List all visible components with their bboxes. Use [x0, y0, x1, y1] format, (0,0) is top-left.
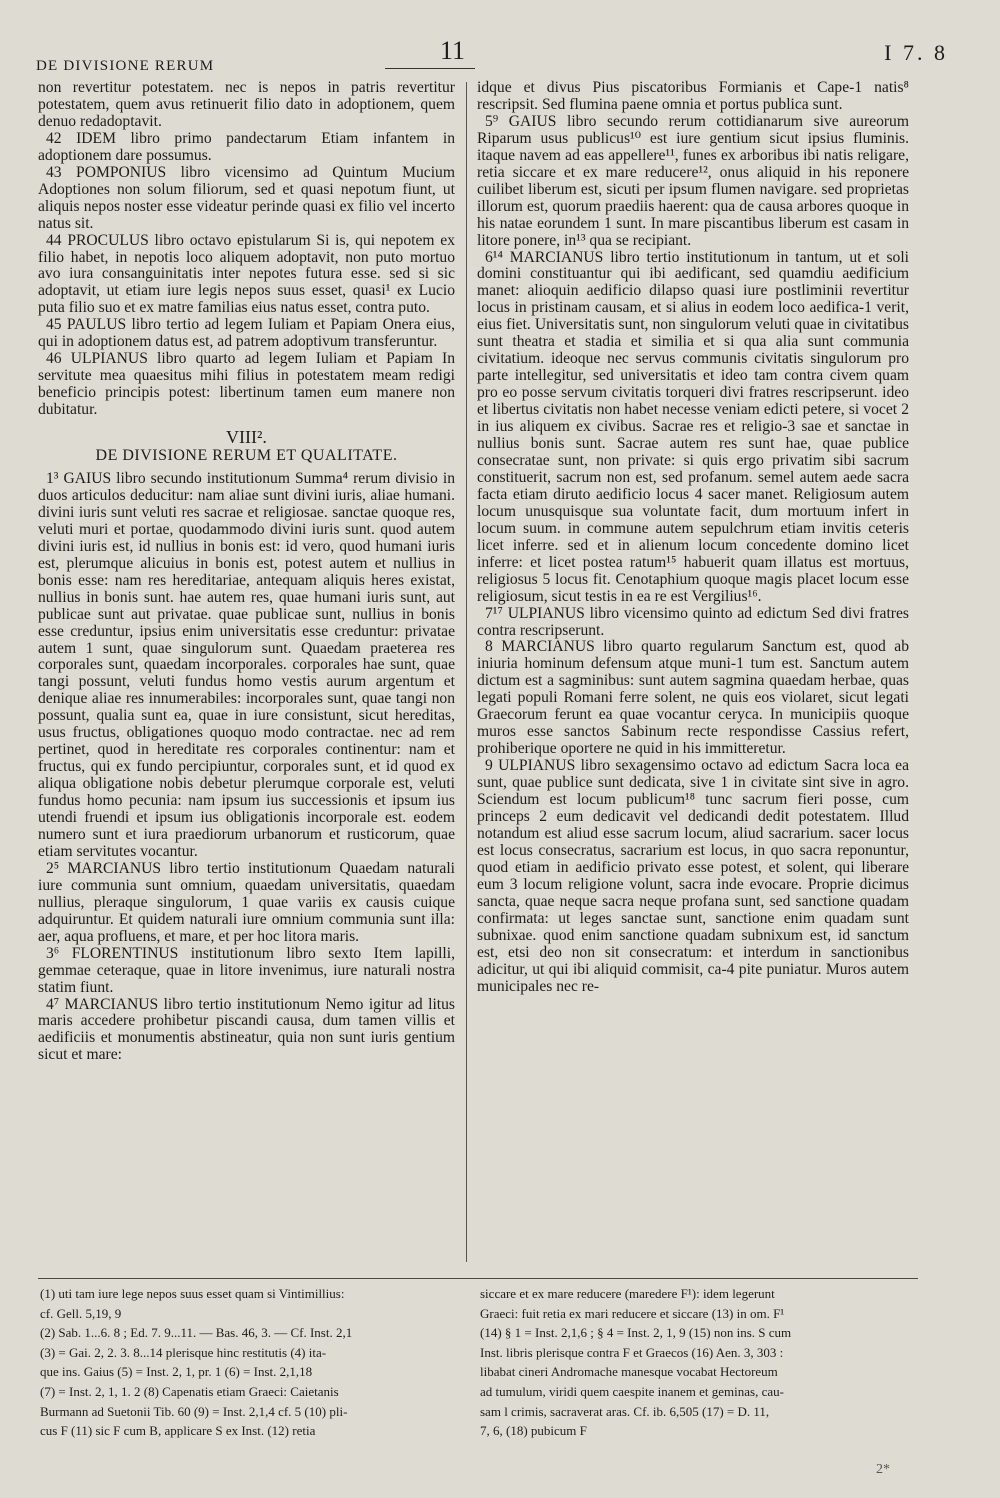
footnote-line: (14) § 1 = Inst. 2,1,6 ; § 4 = Inst. 2, 1, 9 (15) non ins. S cum [480, 1325, 792, 1341]
footnote-line: sam l crimis, sacraverat aras. Cf. ib. 6,505 (17) = D. 11, [480, 1403, 770, 1419]
footnote-line: Graeci: fuit retia ex mari reducere et siccare (13) in om. F¹ [480, 1305, 785, 1321]
footnote-line: (1) uti tam iure lege nepos suus esset quam si Vintimillius: [40, 1286, 345, 1301]
paragraph: non revertitur potestatem. nec is nepos in patris revertitur potestatem, quem avus retinuerit filio dato in adoptionem, quem denuo redadoptavit. [38, 79, 455, 130]
fragment-6: 6¹⁴ MARCIANUS libro tertio institutionum in tantum, ut et soli domini constituantur qui ibi aedificant, sed quamdiu aedificium manet: alioquin aedificio dilapso quasi iure postliminii revertitur locus in pristinam causam, et si alius in eodem loco aedifica-1 verit, eius fiet. Universitatis sunt, non singulorum veluti quae in civitatibus sunt theatra et stadia et similia et si qua alia sunt communia civitatium. ideoque nec servus communis civitatis singulorum pro parte intellegitur, sed universitatis et ideo tam contra civem quam pro eo posse servum civitatis torqueri divi fratres rescripserunt. ideo et libertus civitatis non habet necesse veniam edicti petere, si vocet 2 in ius aliquem ex civibus. Sacrae res et religio-3 sae et sanctae in nullius bonis sunt. Sacrae autem res sunt hae, quae publice consecratae sunt, non private: si quis ergo privatim sibi sacrum constituerit, sacrum non est, sed profanum. semel autem aede sacra facta etiam diruto aedificio locus 4 sacer manet. Religiosum autem locum unusquisque sua voluntate facit, dum mortuum infert in locum suum. in commune autem sepulchrum etiam invitis ceteris licet inferre. sed et in alienum locum concedente domino licet inferre: et licet postea ratum¹⁵ habuerit quam illatus est mortuus, religiosus 5 locus fit. Cenotaphium quoque magis placet locum esse religiosum, sicut testis in ea re est Vergilius¹⁶. [477, 248, 909, 605]
fragment-42: 42 IDEM libro primo pandectarum Etiam infantem in adoptionem dare possumus. [38, 129, 455, 164]
footnote-line: siccare et ex mare reducere (maredere F¹): idem legerunt [480, 1286, 775, 1301]
section-reference: I 7. 8 [884, 40, 948, 65]
footnote-line: cus F (11) sic F cum B, applicare S ex Inst. (12) retia [40, 1423, 316, 1439]
footnote-line: (3) = Gai. 2, 2. 3. 8...14 plerisque hinc restitutis (4) ita- [40, 1344, 327, 1360]
fragment-46: 46 ULPIANUS libro quarto ad legem Iuliam et Papiam In servitute mea quaesitus mihi filius in potestatem meam redigi beneficio principis potest: libertinum tamen eum manere non dubitatur. [38, 350, 455, 419]
fragment-1: 1³ GAIUS libro secundo institutionum Summa⁴ rerum divisio in duos articulos deducitur: nam aliae sunt divini iuris, aliae humani. divini iuris sunt veluti res sacrae et religiosae. sanctae quoque res, veluti muri et portae, quodammodo divini iuris sunt. quod autem divini iuris est, id nullius in bonis est: id vero, quod humani iuris est, plerumque alicuius in bonis est, potest autem et nullius in bonis esse: nam res hereditariae, antequam aliquis heres existat, nullius in bonis sunt. hae autem res, quae humani iuris sunt, aut publicae sunt aut privatae. quae publicae sunt, nullius in bonis esse creduntur, ipsius enim universitatis esse creduntur: privatae autem 1 sunt, quae singulorum sunt. Quaedam praeterea res corporales sunt, quaedam incorporales. corporales hae sunt, quae tangi possunt, veluti fundus homo vestis aurum argentum et denique aliae res innumerabiles: incorporales sunt, quae tangi non possunt, qualia sunt ea, quae in iure consistunt, sicut hereditas, usus fructus, obligationes quoquo modo contractae. nec ad rem pertinet, quod in hereditate res corporales continentur: nam et fructus, qui ex fundo percipiuntur, corporales sunt, et id quod ex aliqua obligatione nobis debetur plerumque corporale est, veluti fundus homo pecunia: nam ipsum ius successionis et ipsum ius utendi fruendi et ipsum ius obligationis incorporale est. eodem numero sunt et iura praediorum urbanorum et rusticorum, quae etiam servitutes vocantur. [38, 469, 455, 860]
footnote-line: libabat cineri Andromache manesque vocabat Hectoreum [480, 1364, 778, 1380]
fragment-9: 9 ULPIANUS libro sexagensimo octavo ad edictum Sacra loca ea sunt, quae publice sunt dedicata, sive 1 in civitate sint sive in agro. Sciendum est locum publicum¹⁸ tunc sacrum fieri posse, cum princeps 2 eum dedicavit vel dedicandi dedit potestatem. Illud notandum est aliud esse sacrum locum, aliud sacrarium. sacer locus est locus consecratus, sacrarium est locus, in quo sacra reponuntur, quod etiam in aedificio privato esse potest, et solent, qui liberare eum 3 locum religione volunt, sacra inde evocare. Proprie dicimus sancta, quae neque sacra neque profana sunt, sed sanctione quadam confirmata: ut leges sanctae sunt, sanctione enim quadam sunt subnixae. quod enim sanctione quadam subnixum est, id sanctum est, etsi deo non sit consecratum: et interdum in sanctionibus adicitur, ut qui ibi aliquid commisit, ca-4 pite puniatur. Muros autem municipales nec re- [477, 757, 909, 995]
right-column [477, 80, 909, 1270]
footnote-line: Inst. libris plerisque contra F et Graecos (16) Aen. 3, 303 : [480, 1344, 784, 1360]
fragment-4: 4⁷ MARCIANUS libro tertio institutionum Nemo igitur ad litus maris accedere prohibetur piscandi causa, dum tamen villis et aedificiis et monumentis abstineatur, quia non sunt iuris gentium sicut et mare: [38, 995, 455, 1064]
footnote-line: Burmann ad Suetonii Tib. 60 (9) = Inst. 2,1,4 cf. 5 (10) pli- [40, 1403, 348, 1419]
footnote-line: ad tumulum, viridi quem caespite inanem et geminas, cau- [480, 1383, 784, 1399]
fragment-44: 44 PROCULUS libro octavo epistularum Si is, qui nepotem ex filio habet, in nepotis loco aliquem adoptavit, non puto mortuo avo iura consanguinitatis inter nepotes futura esse. sed si sic adoptavit, ut etiam iure legis nepos suus esset, quasi¹ ex Lucio puta filio suo et ex matre familias eius natus esset, contra puto. [38, 231, 455, 317]
fragment-3: 3⁶ FLORENTINUS institutionum libro sexto Item lapilli, gemmae ceteraque, quae in litore invenimus, iure naturali nostra statim fiunt. [38, 944, 455, 996]
fragment-8: 8 MARCIANUS libro quarto regularum Sanctum est, quod ab iniuria hominum defensum atque muni-1 tum est. Sanctum autem dictum est a sagminibus: sunt autem sagmina quaedam herbae, quas legati populi Romani ferre solent, ne quis eos violaret, sicut legati Graecorum ferunt ea quae vocantur ceryca. In municipiis quoque muros esse sanctos Sabinum recte respondisse Cassius refert, prohiberique oportere ne quid in his immitteretur. [477, 638, 909, 758]
header-rule [385, 68, 475, 69]
running-title: DE DIVISIONE RERUM [36, 58, 215, 74]
footnotes-right [480, 1284, 910, 1441]
left-column [38, 80, 455, 1270]
fragment-5: 5⁹ GAIUS libro secundo rerum cottidianarum sive aureorum Riparum usus publicus¹⁰ est iure gentium sicut ipsius fluminis. itaque navem ad eas appellere¹¹, funes ex arboribus ibi natis religare, retia siccare et ex mare reducere¹², onus aliquid in his reponere cuilibet liberum est, sicuti per ipsum flumen navigare. sed proprietas illorum est, quorum praediis haerent: qua de causa arbores quoque in his natae eorundem 1 sunt. In mare piscantibus liberum est casam in litore ponere, in¹³ qua se recipiant. [477, 112, 909, 249]
page-number: 11 [440, 36, 466, 65]
footnote-line: (2) Sab. 1...6. 8 ; Ed. 7. 9...11. — Bas. 46, 3. — Cf. Inst. 2,1 [40, 1325, 353, 1341]
footnotes-left [40, 1284, 460, 1441]
section-number: VIII². [226, 427, 267, 448]
column-divider [466, 82, 467, 1262]
footnote-rule [38, 1278, 918, 1279]
fragment-43: 43 POMPONIUS libro vicensimo ad Quintum Mucium Adoptiones non solum filiorum, sed et quasi nepotum fiunt, ut aliquis nepos noster esse videatur perinde quasi ex filio vel incerto natus sit. [38, 163, 455, 232]
section-title: DE DIVISIONE RERUM ET QUALITATE. [95, 447, 398, 465]
footnote-line: que ins. Gaius (5) = Inst. 2, 1, pr. 1 (6) = Inst. 2,1,18 [40, 1364, 313, 1380]
signature-mark: 2* [876, 1462, 890, 1477]
fragment-7: 7¹⁷ ULPIANUS libro vicensimo quinto ad edictum Sed divi fratres contra rescripserunt. [477, 604, 909, 639]
fragment-2: 2⁵ MARCIANUS libro tertio institutionum Quaedam naturali iure communia sunt omnium, quaedam universitatis, quaedam nullius, pleraque singulorum, 1 quae variis ex causis cuique adquiruntur. Et quidem naturali iure omnium communia sunt illa: aer, aqua profluens, et mare, et per hoc litora maris. [38, 859, 455, 945]
footnote-line: 7, 6, (18) pubicum F [480, 1423, 587, 1439]
running-head [0, 36, 1000, 76]
paragraph: idque et divus Pius piscatoribus Formianis et Cape-1 natis⁸ rescripsit. Sed flumina paene omnia et portus publica sunt. [477, 79, 909, 113]
fragment-45: 45 PAULUS libro tertio ad legem Iuliam et Papiam Onera eius, qui in adoptionem datus est, ad patrem adoptivum transferuntur. [38, 316, 455, 351]
footnote-line: (7) = Inst. 2, 1, 1. 2 (8) Capenatis etiam Graeci: Caietanis [40, 1383, 339, 1399]
footnote-line: cf. Gell. 5,19, 9 [40, 1305, 122, 1321]
